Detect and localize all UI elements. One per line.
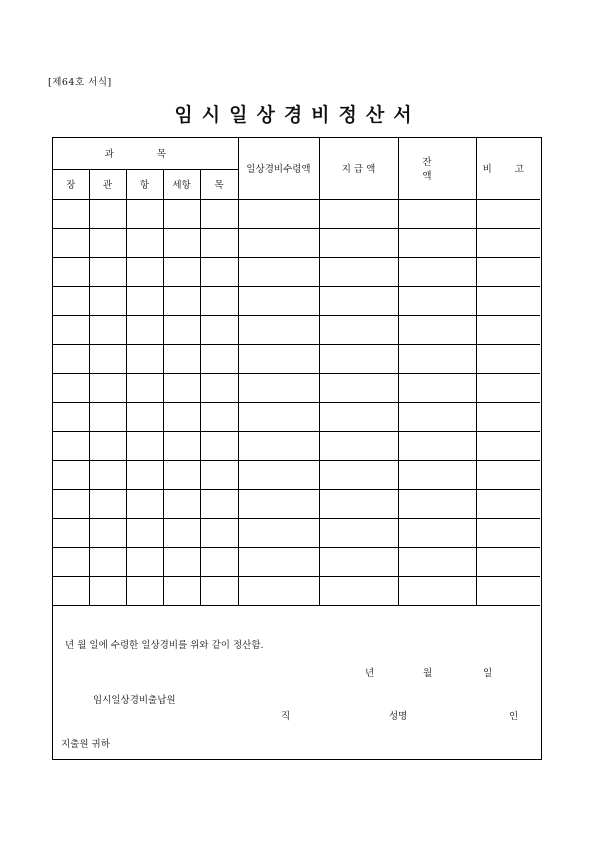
table-cell[interactable] xyxy=(126,460,163,489)
table-cell[interactable] xyxy=(126,431,163,460)
table-cell[interactable] xyxy=(398,286,476,315)
table-row xyxy=(53,257,540,286)
table-cell[interactable] xyxy=(89,315,126,344)
table-cell[interactable] xyxy=(89,460,126,489)
settlement-form xyxy=(52,137,542,760)
table-cell[interactable] xyxy=(200,344,238,373)
table-cell[interactable] xyxy=(126,257,163,286)
header-mok: 목 xyxy=(200,169,238,199)
table-row xyxy=(53,431,540,460)
table-cell[interactable] xyxy=(163,286,200,315)
table-cell[interactable] xyxy=(398,373,476,402)
table-cell[interactable] xyxy=(319,576,398,605)
table-cell[interactable] xyxy=(163,402,200,431)
table-row xyxy=(53,315,540,344)
table-cell[interactable] xyxy=(53,402,89,431)
table-cell[interactable] xyxy=(398,257,476,286)
table-cell[interactable] xyxy=(126,489,163,518)
table-cell[interactable] xyxy=(163,257,200,286)
table-cell[interactable] xyxy=(319,547,398,576)
table-cell[interactable] xyxy=(476,547,540,576)
header-hang: 항 xyxy=(126,169,163,199)
officer-title: 임시일상경비출납원 xyxy=(93,695,176,706)
table-cell[interactable] xyxy=(238,460,319,489)
table-cell[interactable] xyxy=(398,199,476,228)
table-row xyxy=(53,576,540,605)
table-cell[interactable] xyxy=(163,344,200,373)
table-cell[interactable] xyxy=(319,460,398,489)
table-cell[interactable] xyxy=(319,228,398,257)
document-title: 임시일상경비정산서 xyxy=(174,104,421,126)
table-cell[interactable] xyxy=(53,228,89,257)
table-cell[interactable] xyxy=(126,373,163,402)
table-cell[interactable] xyxy=(476,518,540,547)
table-cell[interactable] xyxy=(398,315,476,344)
table-cell[interactable] xyxy=(238,431,319,460)
settlement-statement: 년 월 일에 수령한 일상경비를 위와 같이 정산함. xyxy=(65,640,264,651)
table-cell[interactable] xyxy=(126,547,163,576)
table-cell[interactable] xyxy=(89,431,126,460)
table-cell[interactable] xyxy=(163,431,200,460)
table-cell[interactable] xyxy=(200,373,238,402)
table-cell[interactable] xyxy=(398,228,476,257)
table-cell[interactable] xyxy=(398,518,476,547)
table-cell[interactable] xyxy=(89,576,126,605)
table-row xyxy=(53,489,540,518)
table-row xyxy=(53,402,540,431)
table-cell[interactable] xyxy=(126,286,163,315)
table-row xyxy=(53,518,540,547)
table-cell[interactable] xyxy=(200,257,238,286)
table-row xyxy=(53,547,540,576)
table-cell[interactable] xyxy=(238,547,319,576)
table-cell[interactable] xyxy=(476,286,540,315)
header-remarks: 비 고 xyxy=(476,138,540,199)
table-cell[interactable] xyxy=(200,402,238,431)
table-cell[interactable] xyxy=(476,576,540,605)
table-cell[interactable] xyxy=(53,257,89,286)
header-jang: 장 xyxy=(53,169,89,199)
table-cell[interactable] xyxy=(53,576,89,605)
table-cell[interactable] xyxy=(89,228,126,257)
table-cell[interactable] xyxy=(53,373,89,402)
date-day: 일 xyxy=(483,668,493,679)
table-cell[interactable] xyxy=(319,518,398,547)
form-number: [제64호 서식] xyxy=(48,77,112,88)
header-account-subject: 과 목 xyxy=(53,138,238,169)
table-cell[interactable] xyxy=(319,199,398,228)
table-cell[interactable] xyxy=(53,286,89,315)
table-cell[interactable] xyxy=(398,547,476,576)
date-month: 월 xyxy=(423,668,433,679)
table-cell[interactable] xyxy=(53,199,89,228)
table-cell[interactable] xyxy=(238,228,319,257)
table-cell[interactable] xyxy=(89,257,126,286)
table-cell[interactable] xyxy=(398,431,476,460)
table-row xyxy=(53,344,540,373)
table-cell[interactable] xyxy=(238,402,319,431)
table-cell[interactable] xyxy=(398,576,476,605)
table-cell[interactable] xyxy=(476,373,540,402)
seal-label: 인 xyxy=(509,711,519,722)
table-cell[interactable] xyxy=(200,460,238,489)
table-cell[interactable] xyxy=(319,315,398,344)
table-cell[interactable] xyxy=(89,199,126,228)
table-cell[interactable] xyxy=(89,547,126,576)
table-cell[interactable] xyxy=(319,402,398,431)
header-row-1 xyxy=(53,138,540,169)
table-cell[interactable] xyxy=(319,286,398,315)
table-cell[interactable] xyxy=(53,547,89,576)
table-cell[interactable] xyxy=(89,344,126,373)
table-cell[interactable] xyxy=(89,489,126,518)
table-cell[interactable] xyxy=(53,489,89,518)
table-cell[interactable] xyxy=(163,547,200,576)
table-cell[interactable] xyxy=(238,373,319,402)
table-cell[interactable] xyxy=(476,199,540,228)
table-cell[interactable] xyxy=(476,315,540,344)
table-cell[interactable] xyxy=(238,286,319,315)
table-cell[interactable] xyxy=(53,460,89,489)
table-cell[interactable] xyxy=(200,286,238,315)
table-cell[interactable] xyxy=(398,402,476,431)
table-cell[interactable] xyxy=(238,576,319,605)
table-cell[interactable] xyxy=(319,489,398,518)
table-cell[interactable] xyxy=(53,518,89,547)
table-cell[interactable] xyxy=(319,373,398,402)
table-cell[interactable] xyxy=(53,315,89,344)
header-sehang: 세항 xyxy=(163,169,200,199)
table-cell[interactable] xyxy=(126,518,163,547)
header-balance: 잔 액 xyxy=(398,138,476,199)
table-row xyxy=(53,199,540,228)
table-cell[interactable] xyxy=(238,315,319,344)
header-gwan: 관 xyxy=(89,169,126,199)
table-cell[interactable] xyxy=(89,373,126,402)
table-cell[interactable] xyxy=(238,489,319,518)
table-cell[interactable] xyxy=(163,199,200,228)
table-cell[interactable] xyxy=(163,228,200,257)
date-year: 년 xyxy=(365,668,375,679)
header-paid-amount: 지 급 액 xyxy=(319,138,398,199)
table-cell[interactable] xyxy=(200,431,238,460)
table-cell[interactable] xyxy=(163,315,200,344)
table-row xyxy=(53,286,540,315)
settlement-table xyxy=(53,138,540,606)
table-cell[interactable] xyxy=(398,460,476,489)
table-row xyxy=(53,460,540,489)
table-cell[interactable] xyxy=(163,489,200,518)
table-cell[interactable] xyxy=(200,576,238,605)
table-cell[interactable] xyxy=(238,199,319,228)
table-cell[interactable] xyxy=(319,344,398,373)
table-cell[interactable] xyxy=(126,402,163,431)
table-cell[interactable] xyxy=(163,518,200,547)
table-row xyxy=(53,228,540,257)
table-cell[interactable] xyxy=(319,431,398,460)
table-cell[interactable] xyxy=(126,199,163,228)
table-cell[interactable] xyxy=(200,228,238,257)
table-cell[interactable] xyxy=(200,315,238,344)
table-cell[interactable] xyxy=(238,257,319,286)
table-cell[interactable] xyxy=(200,199,238,228)
table-cell[interactable] xyxy=(163,460,200,489)
header-received-amount: 일상경비수령액 xyxy=(238,138,319,199)
table-cell[interactable] xyxy=(126,228,163,257)
table-cell[interactable] xyxy=(476,489,540,518)
position-label: 직 xyxy=(281,711,291,722)
table-cell[interactable] xyxy=(200,547,238,576)
table-cell[interactable] xyxy=(238,518,319,547)
table-cell[interactable] xyxy=(89,286,126,315)
table-cell[interactable] xyxy=(53,431,89,460)
table-cell[interactable] xyxy=(126,315,163,344)
name-label: 성명 xyxy=(389,711,408,722)
addressee: 지출원 귀하 xyxy=(61,739,110,750)
table-cell[interactable] xyxy=(126,344,163,373)
table-cell[interactable] xyxy=(476,257,540,286)
table-cell[interactable] xyxy=(476,344,540,373)
table-cell[interactable] xyxy=(398,344,476,373)
table-cell[interactable] xyxy=(163,576,200,605)
table-cell[interactable] xyxy=(476,460,540,489)
table-row xyxy=(53,373,540,402)
table-cell[interactable] xyxy=(319,257,398,286)
table-cell[interactable] xyxy=(163,373,200,402)
table-cell[interactable] xyxy=(476,431,540,460)
table-cell[interactable] xyxy=(126,576,163,605)
table-cell[interactable] xyxy=(89,518,126,547)
table-cell[interactable] xyxy=(200,489,238,518)
table-cell[interactable] xyxy=(89,402,126,431)
table-cell[interactable] xyxy=(53,344,89,373)
table-cell[interactable] xyxy=(238,344,319,373)
table-cell[interactable] xyxy=(200,518,238,547)
table-cell[interactable] xyxy=(476,402,540,431)
table-cell[interactable] xyxy=(398,489,476,518)
table-cell[interactable] xyxy=(476,228,540,257)
